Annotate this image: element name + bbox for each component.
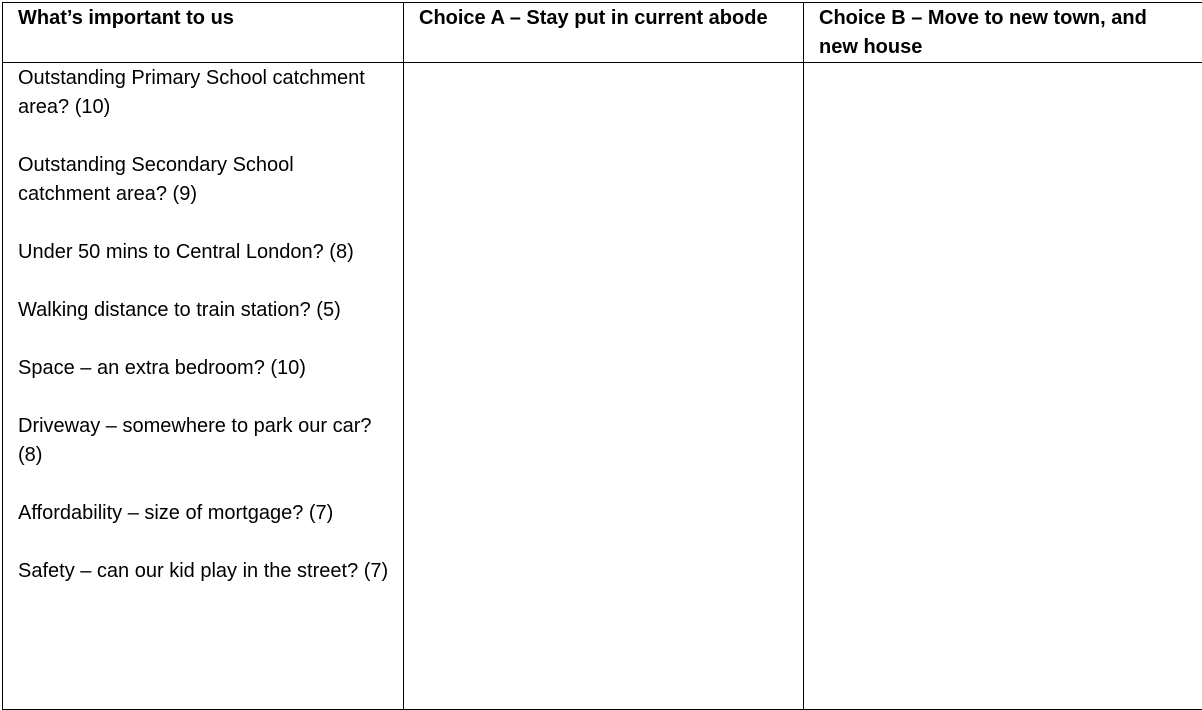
header-choice-a [404,3,804,63]
criteria-item: Walking distance to train station? (5) [18,296,389,325]
choice-b-cell[interactable] [804,63,1202,710]
header-choice-b-label: Choice B – Move to new town, and new house [804,3,1202,62]
criteria-cell [3,63,404,710]
header-row [3,3,1202,63]
header-choice-a-label: Choice A – Stay put in current abode [404,3,803,33]
criteria-item: Driveway – somewhere to park our car? (8) [18,412,389,470]
choice-a-cell[interactable] [404,63,804,710]
criteria-item: Under 50 mins to Central London? (8) [18,238,389,267]
criteria-item: Affordability – size of mortgage? (7) [18,499,389,528]
body-row [3,63,1202,710]
decision-table [2,2,1202,710]
header-choice-b [804,3,1202,63]
criteria-item: Outstanding Primary School catchment area? (10) [18,64,389,122]
criteria-item: Outstanding Secondary School catchment area? (9) [18,151,389,209]
criteria-item: Space – an extra bedroom? (10) [18,354,389,383]
header-criteria-label: What’s important to us [3,3,403,33]
header-criteria [3,3,404,63]
criteria-item: Safety – can our kid play in the street? (7) [18,557,389,586]
criteria-list [3,63,403,586]
